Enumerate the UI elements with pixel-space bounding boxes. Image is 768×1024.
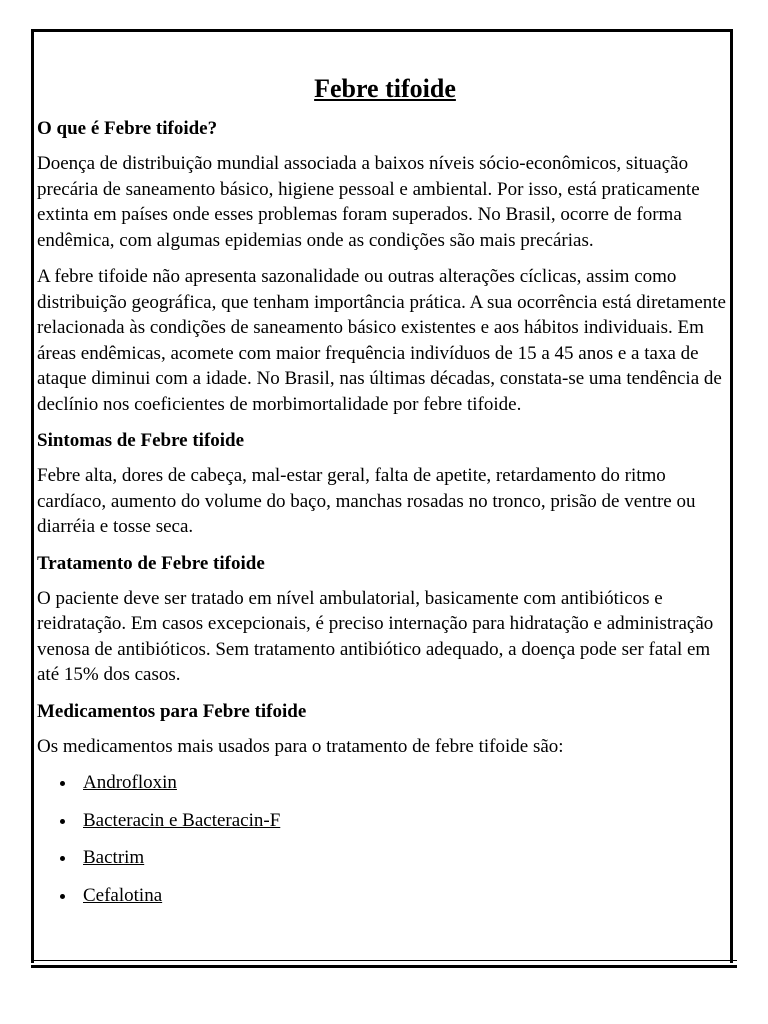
paragraph-intro-2: A febre tifoide não apresenta sazonalidade ou outras alterações cíclicas, assim como distribuição geográfica, que tenham importância prática. A sua ocorrência está diretamente relacionada às condições de saneamento básico existentes e aos hábitos individuais. Em áreas endêmicas, acomete com maior frequência indivíduos de 15 a 45 anos e a taxa de ataque diminui com a idade. No Brasil, nas últimas décadas, constata-se uma tendência de declínio nos coeficientes de morbimortalidade por febre tifoide. [37, 266, 726, 415]
paragraph-symptoms: Febre alta, dores de cabeça, mal-estar geral, falta de apetite, retardamento do ritmo cardíaco, aumento do volume do baço, manchas rosadas no tronco, prisão de ventre ou diarréia e tosse seca. [37, 465, 696, 537]
list-item [83, 808, 733, 833]
medication-link-androfloxin[interactable]: Androfloxin [83, 772, 177, 793]
paragraph-treatment: O paciente deve ser tratado em nível ambulatorial, basicamente com antibióticos e reidratação. Em casos excepcionais, é preciso internação para hidratação e administração venosa de antibióticos. Sem tratamento antibiótico adequado, a doença pode ser fatal em até 15% dos casos. [37, 587, 714, 685]
document-title: Febre tifoide [314, 74, 456, 103]
section-heading-treatment: Tratamento de Febre tifoide [37, 552, 265, 574]
medication-link-cefalotina[interactable]: Cefalotina [83, 884, 163, 906]
list-item [83, 845, 733, 870]
medication-link-bactrim[interactable]: Bactrim [83, 847, 145, 868]
list-item [83, 883, 733, 908]
page-bottom-border [31, 960, 737, 968]
document-content [37, 72, 733, 920]
paragraph-intro-1: Doença de distribuição mundial associada a baixos níveis sócio-econômicos, situação precária de saneamento básico, higiene pessoal e ambiental. Por isso, está praticamente extinta em países onde esses problemas foram superados. No Brasil, ocorre de forma endêmica, com algumas epidemias onde as condições são mais precárias. [37, 153, 700, 251]
section-heading-symptoms: Sintomas de Febre tifoide [37, 430, 245, 451]
section-heading-what-is: O que é Febre tifoide? [37, 118, 218, 139]
medication-link-bacteracin[interactable]: Bacteracin e Bacteracin-F [83, 809, 281, 831]
paragraph-medications-intro: Os medicamentos mais usados para o tratamento de febre tifoide são: [37, 735, 564, 757]
medication-list [37, 770, 733, 908]
list-item [83, 770, 733, 795]
section-heading-medications: Medicamentos para Febre tifoide [37, 700, 307, 722]
